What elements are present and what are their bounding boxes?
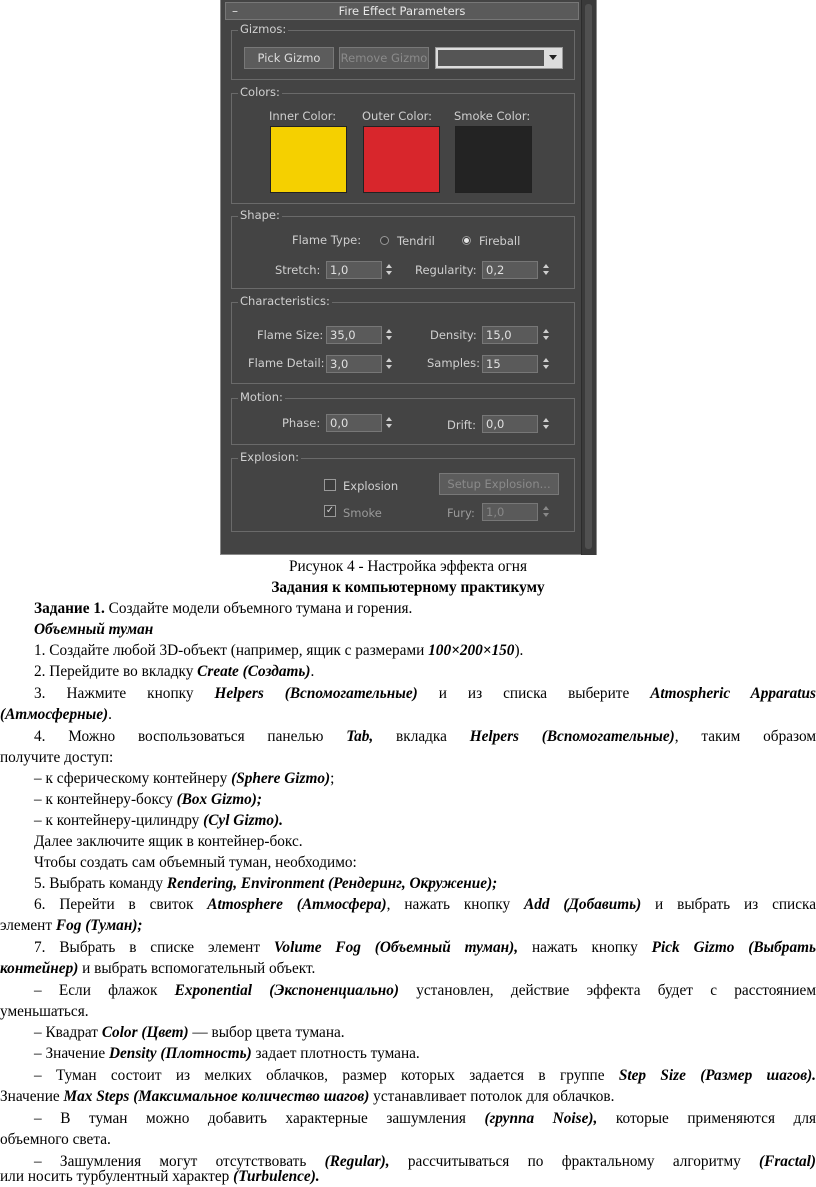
text: – Туман состоит из мелких облачков, размер которых задается в группе	[34, 1067, 619, 1084]
flame-size-label: Flame Size:	[257, 328, 324, 342]
panel-scrollbar[interactable]	[581, 0, 596, 555]
text: – В туман можно добавить характерные зашумления	[34, 1110, 485, 1127]
fury-input[interactable]: 1,0	[482, 503, 538, 521]
note-turbulence	[0, 1167, 320, 1187]
section-heading: Задания к компьютерному практикуму	[271, 579, 545, 596]
term: Color (Цвет)	[101, 1024, 189, 1041]
characteristics-label: Characteristics:	[240, 294, 330, 308]
text: ).	[514, 642, 524, 659]
note-noise	[34, 1109, 816, 1129]
density-arrows[interactable]	[541, 326, 552, 344]
note-exponential	[34, 981, 816, 1001]
explosion-checkbox[interactable]	[324, 479, 336, 491]
step-6	[34, 895, 816, 915]
flame-detail-input[interactable]: 3,0	[326, 355, 382, 373]
arrow-up-icon[interactable]	[386, 264, 392, 268]
regularity-arrows[interactable]	[541, 261, 552, 279]
smoke-checkbox[interactable]: ✓	[325, 505, 335, 516]
text: и выбрать из списка	[641, 896, 816, 913]
term: Rendering, Environment (Рендеринг, Окружение);	[166, 875, 498, 892]
note-color	[34, 1023, 345, 1043]
text: – Значение	[34, 1045, 109, 1062]
flame-size-arrows[interactable]	[384, 326, 395, 344]
text: , нажать кнопку	[386, 896, 525, 913]
step-7-cont	[0, 959, 315, 979]
text: установлен, действие эффекта будет с расстоянием	[398, 982, 816, 999]
task-line	[34, 599, 412, 619]
text: которые применяются для	[597, 1110, 816, 1127]
samples-label: Samples:	[427, 356, 480, 370]
text: ;	[330, 770, 335, 787]
step-4	[34, 727, 816, 747]
term: (Атмосферные)	[0, 706, 109, 723]
phase-label: Phase:	[282, 416, 321, 430]
arrow-down-icon[interactable]	[386, 271, 392, 275]
term: Add (Добавить)	[524, 896, 642, 913]
term: (Turbulence).	[233, 1168, 320, 1185]
flame-type-label: Flame Type:	[292, 233, 362, 247]
density-label: Density:	[430, 328, 477, 342]
text: – Зашумления могут отсутствовать	[34, 1153, 325, 1170]
text: нажать кнопку	[518, 939, 652, 956]
term: Exponential (Экспоненциально)	[174, 982, 399, 999]
explosion-group	[231, 450, 575, 532]
outer-color-swatch[interactable]	[363, 126, 440, 193]
gizmo-dropdown[interactable]	[435, 47, 563, 69]
arrow-down-icon[interactable]	[543, 271, 549, 275]
text: – к сферическому контейнеру	[34, 770, 232, 787]
term: Pick Gizmo (Выбрать	[651, 939, 816, 956]
term: Fog (Туман);	[55, 917, 143, 934]
task-number: Задание 1.	[34, 600, 105, 617]
text: 6. Перейти в свиток	[34, 896, 208, 913]
term: Density (Плотность)	[108, 1045, 252, 1062]
note-density	[34, 1044, 420, 1064]
fire-effect-panel	[220, 0, 597, 555]
arrow-down-icon[interactable]	[386, 336, 392, 340]
text: вкладка	[373, 728, 470, 745]
density-input[interactable]: 15,0	[482, 326, 538, 344]
figure-caption: Рисунок 4 - Настройка эффекта огня	[288, 558, 528, 575]
text: Значение	[0, 1088, 64, 1105]
flame-detail-arrows[interactable]	[384, 355, 395, 373]
list-box	[34, 790, 262, 810]
term: (Cyl Gizmo).	[203, 812, 284, 829]
term: Helpers (Вспомогательные)	[214, 685, 418, 702]
term: Atmosphere (Атмосфера)	[207, 896, 387, 913]
arrow-down-icon[interactable]	[543, 513, 549, 517]
smoke-label[interactable]: Smoke	[343, 506, 382, 520]
characteristics-group	[231, 294, 575, 384]
arrow-down-icon[interactable]	[386, 365, 392, 369]
inner-color-swatch[interactable]	[270, 126, 347, 193]
term: (Regular),	[324, 1153, 390, 1170]
text: 3. Нажмите кнопку	[34, 685, 215, 702]
arrow-up-icon[interactable]	[386, 358, 392, 362]
term: Max Steps (Максимальное количество шагов)	[63, 1088, 370, 1105]
arrow-up-icon[interactable]	[386, 329, 392, 333]
arrow-up-icon[interactable]	[543, 264, 549, 268]
outer-color-label: Outer Color:	[362, 109, 433, 123]
pick-gizmo-button[interactable]: Pick Gizmo	[244, 47, 334, 69]
drift-input[interactable]: 0,0	[482, 415, 538, 433]
arrow-up-icon[interactable]	[543, 418, 549, 422]
text: и выбрать вспомогательный объект.	[78, 960, 316, 977]
tendril-label[interactable]: Tendril	[397, 234, 435, 248]
step-3	[34, 684, 816, 704]
step-1	[34, 641, 523, 661]
list-sphere	[34, 769, 334, 789]
phase-arrows[interactable]	[384, 414, 395, 432]
drift-label: Drift:	[447, 418, 477, 432]
fireball-radio[interactable]	[462, 236, 471, 245]
explosion-group-label: Explosion:	[240, 450, 299, 464]
text: – к контейнеру-боксу	[34, 791, 177, 808]
text: 2. Перейдите во вкладку	[34, 663, 198, 680]
step-4-cont: получите доступ:	[0, 749, 114, 766]
note-step-size	[34, 1066, 816, 1086]
gizmos-label: Gizmos:	[240, 22, 287, 36]
text: или носить турбулентный характер	[0, 1168, 234, 1185]
arrow-down-icon[interactable]	[543, 365, 549, 369]
text: – Если флажок	[34, 982, 175, 999]
note-exponential-cont: уменьшаться.	[0, 1003, 89, 1020]
arrow-up-icon[interactable]	[543, 506, 549, 510]
rollout-title: Fire Effect Parameters	[338, 4, 466, 18]
text: – Квадрат	[34, 1024, 102, 1041]
regularity-input[interactable]: 0,2	[482, 261, 538, 279]
term: контейнер)	[0, 960, 79, 977]
phase-input[interactable]: 0,0	[326, 414, 382, 432]
smoke-color-label: Smoke Color:	[454, 109, 531, 123]
arrow-down-icon[interactable]	[543, 425, 549, 429]
text: .	[108, 706, 112, 723]
paragraph: Далее заключите ящик в контейнер-бокс.	[34, 833, 303, 850]
remove-gizmo-button[interactable]: Remove Gizmo	[339, 47, 429, 69]
note-max-steps	[0, 1087, 614, 1107]
term: (группа Noise),	[484, 1110, 598, 1127]
rollout-header[interactable]	[225, 2, 579, 20]
fireball-label[interactable]: Fireball	[479, 234, 521, 248]
subheading-volume-fog: Объемный туман	[34, 621, 154, 638]
smoke-color-swatch[interactable]	[455, 126, 532, 193]
paragraph: Чтобы создать сам объемный туман, необходимо:	[34, 854, 357, 871]
list-cyl	[34, 811, 283, 831]
collapse-icon[interactable]: –	[232, 4, 238, 18]
explosion-label[interactable]: Explosion	[343, 479, 399, 493]
fury-label: Fury:	[447, 506, 475, 520]
text: элемент	[0, 917, 56, 934]
step-6-cont	[0, 916, 143, 936]
inner-color-label: Inner Color:	[269, 109, 337, 123]
text: рассчитываться по фрактальному алгоритму	[389, 1153, 760, 1170]
step-5	[34, 874, 497, 894]
text: 1. Создайте любой 3D-объект (например, ящик с размерами	[34, 642, 429, 659]
motion-group	[231, 390, 575, 445]
setup-explosion-button[interactable]: Setup Explosion...	[439, 473, 559, 495]
term: (Sphere Gizmo)	[231, 770, 331, 787]
text: и из списка выберите	[417, 685, 651, 702]
text: , таким образом	[674, 728, 816, 745]
text: – к контейнеру-цилиндру	[34, 812, 204, 829]
text: задает плотность тумана.	[251, 1045, 420, 1062]
term: (Fractal)	[759, 1153, 816, 1170]
shape-label: Shape:	[240, 208, 280, 222]
arrow-down-icon[interactable]	[543, 336, 549, 340]
text: устанавливает потолок для облачков.	[369, 1088, 615, 1105]
arrow-up-icon[interactable]	[543, 329, 549, 333]
flame-size-input[interactable]: 35,0	[326, 326, 382, 344]
term: Create (Создать)	[197, 663, 311, 680]
chevron-down-icon	[549, 55, 557, 60]
shape-group	[231, 208, 575, 289]
stretch-label: Stretch:	[275, 263, 321, 277]
regularity-label: Regularity:	[415, 263, 477, 277]
term: Step Size (Размер шагов).	[618, 1067, 816, 1084]
samples-input[interactable]: 15	[482, 355, 538, 373]
term: Helpers (Вспомогательные)	[469, 728, 675, 745]
stretch-input[interactable]: 1,0	[326, 261, 382, 279]
step-2	[34, 662, 314, 682]
samples-arrows[interactable]	[541, 355, 552, 373]
gizmo-dropdown-value	[438, 50, 544, 66]
arrow-up-icon[interactable]	[543, 358, 549, 362]
note-noise-cont: объемного света.	[0, 1131, 111, 1148]
term: (Box Gizmo);	[176, 791, 262, 808]
tendril-radio[interactable]	[380, 236, 389, 245]
term: Atmospheric Apparatus	[650, 685, 816, 702]
colors-group	[231, 85, 575, 204]
task-text: Создайте модели объемного тумана и горения.	[104, 600, 413, 617]
text: 7. Выбрать в списке элемент	[34, 939, 274, 956]
text: .	[310, 663, 315, 680]
text: 4. Можно воспользоваться панелью	[34, 728, 347, 745]
term: Volume Fog (Объемный туман),	[273, 939, 519, 956]
text: 5. Выбрать команду	[34, 875, 167, 892]
arrow-up-icon[interactable]	[386, 417, 392, 421]
arrow-down-icon[interactable]	[386, 424, 392, 428]
motion-label: Motion:	[240, 390, 283, 404]
gizmos-group	[231, 22, 575, 80]
term: Tab,	[346, 728, 374, 745]
colors-label: Colors:	[240, 85, 280, 99]
drift-arrows[interactable]	[541, 415, 552, 433]
stretch-arrows[interactable]	[384, 261, 395, 279]
step-7	[34, 938, 816, 958]
fury-arrows[interactable]	[541, 503, 552, 521]
scrollbar-thumb[interactable]	[585, 4, 592, 549]
step-3-cont	[0, 705, 112, 725]
text: — выбор цвета тумана.	[188, 1024, 345, 1041]
flame-detail-label: Flame Detail:	[248, 356, 325, 370]
term: 100×200×150	[428, 642, 515, 659]
